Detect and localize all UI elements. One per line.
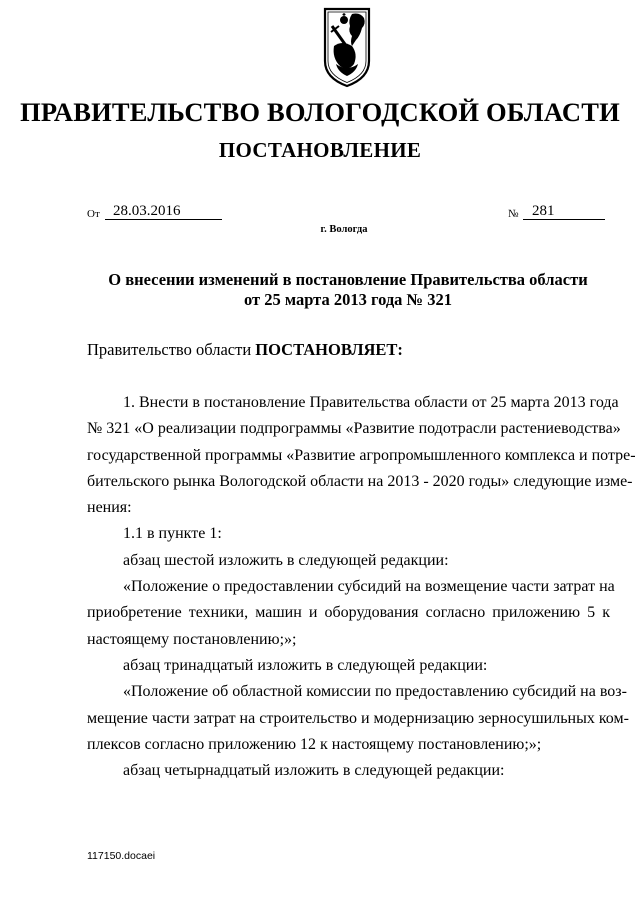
body-line: государственной программы «Развитие агропромышленного комплекса и потре- (87, 446, 636, 464)
body-line: нения: (87, 499, 132, 517)
body-line: плексов согласно приложению 12 к настоящему постановлению;»; (87, 735, 542, 753)
resolves-verb: ПОСТАНОВЛЯЕТ: (255, 340, 403, 359)
body-line: «Положение об областной комиссии по предоставлению субсидий на воз- (123, 683, 627, 701)
body-line: мещение части затрат на строительство и модернизацию зерносушильных ком- (87, 709, 629, 727)
body-line: 1.1 в пункте 1: (123, 525, 222, 543)
organization-title: ПРАВИТЕЛЬСТВО ВОЛОГОДСКОЙ ОБЛАСТИ (20, 97, 620, 127)
body-line: абзац тринадцатый изложить в следующей редакции: (123, 656, 488, 674)
document-number: 281 (523, 204, 605, 220)
coat-of-arms-emblem (322, 6, 372, 88)
document-body (87, 390, 636, 784)
document-heading (0, 270, 640, 310)
number-prefix: № (508, 208, 519, 220)
date-prefix: От (87, 208, 100, 220)
heading-line: от 25 марта 2013 года № 321 (243, 290, 453, 309)
file-reference: 117150.docaei (87, 850, 156, 862)
heading-line: О внесении изменений в постановление Правительства области (108, 270, 588, 289)
body-line: абзац шестой изложить в следующей редакции: (123, 551, 449, 569)
body-line: № 321 «О реализации подпрограммы «Развитие подотрасли растениеводства» (87, 420, 621, 438)
body-line: настоящему постановлению;»; (87, 630, 297, 648)
document-date: 28.03.2016 (105, 204, 222, 220)
body-line: 1. Внести в постановление Правительства области от 25 марта 2013 года (123, 394, 619, 411)
body-line: «Положение о предоставлении субсидий на возмещение части затрат на (123, 578, 615, 596)
city-label: г. Вологда (320, 224, 368, 235)
resolves-statement (87, 340, 403, 360)
resolves-subject: Правительство области (87, 340, 252, 359)
body-line: абзац четырнадцатый изложить в следующей редакции: (123, 762, 505, 780)
body-line: бительского рынка Вологодской области на 2013 - 2020 годы» следующие изме- (87, 472, 633, 490)
body-line: приобретение техники, машин и оборудования согласно приложению 5 к (87, 604, 610, 622)
document-type: ПОСТАНОВЛЕНИЕ (218, 138, 422, 162)
